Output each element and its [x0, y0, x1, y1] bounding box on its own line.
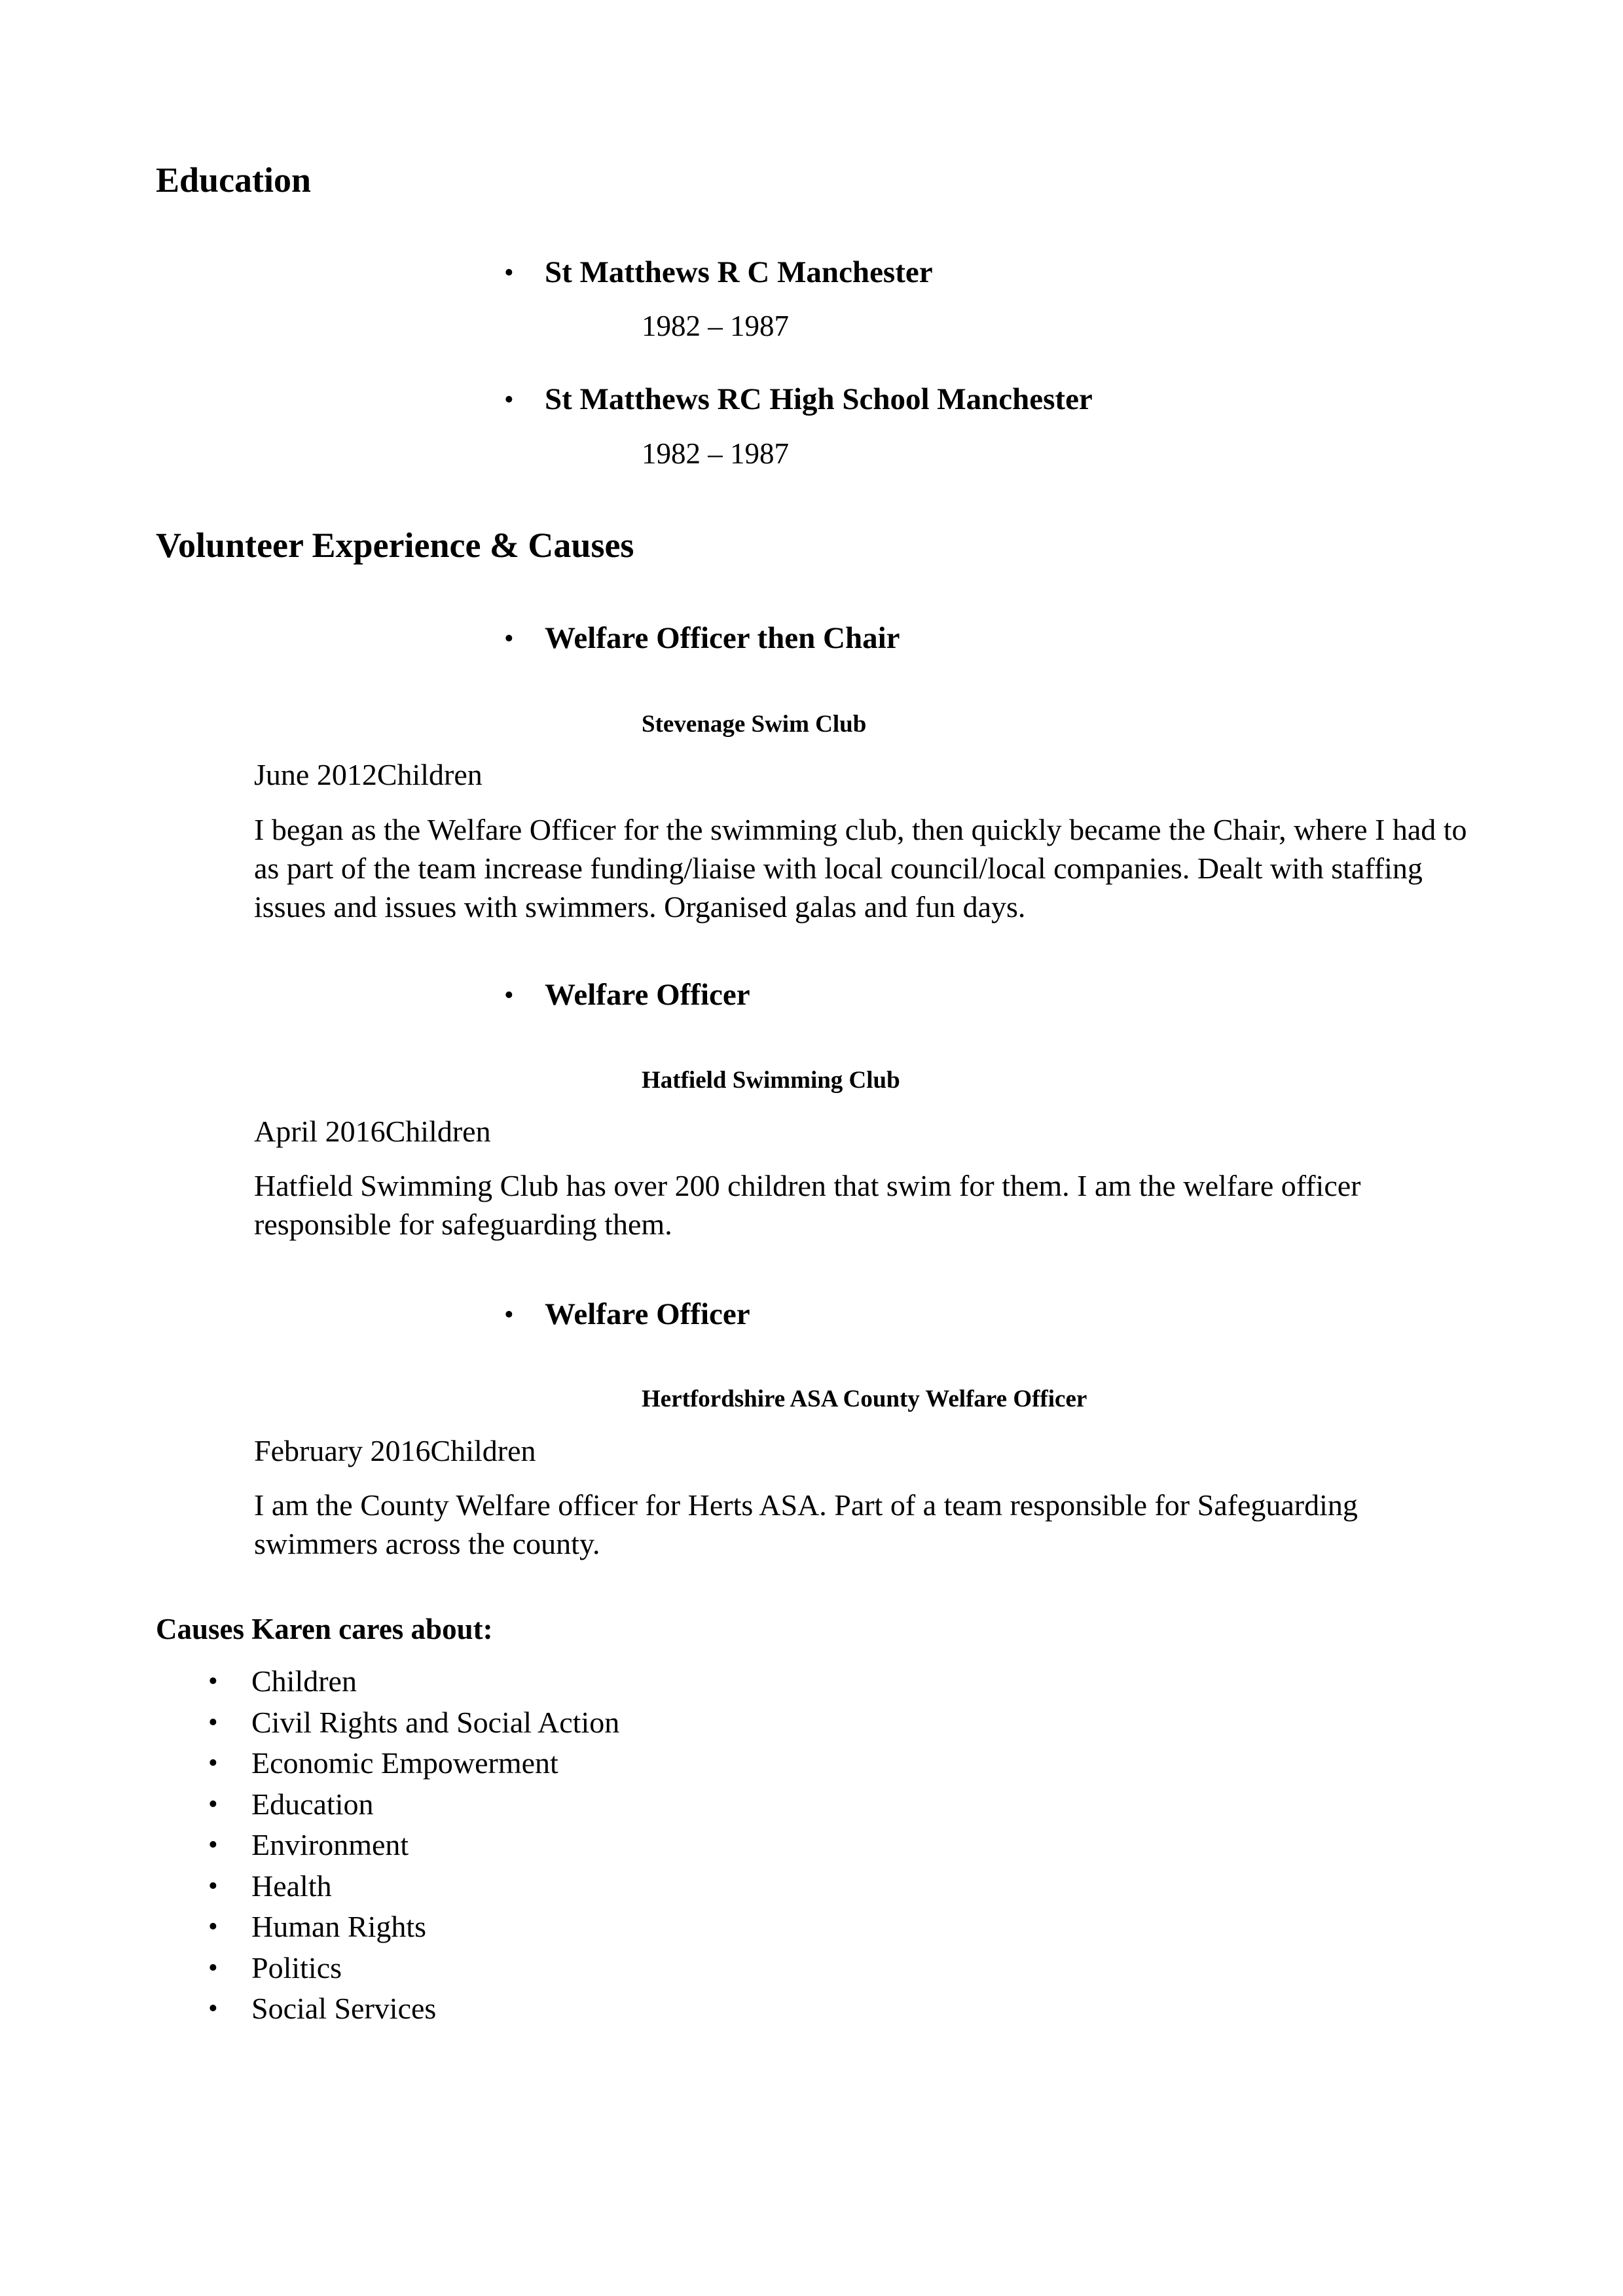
causes-list [208, 1661, 619, 2030]
bullet-icon: • [504, 385, 514, 415]
education-item-years: 1982 – 1987 [642, 310, 789, 342]
bullet-icon: • [504, 258, 514, 288]
list-item: • Children [208, 1661, 619, 1702]
bullet-icon: • [208, 1789, 218, 1820]
list-item: • Civil Rights and Social Action [208, 1702, 619, 1744]
volunteer-organization: Hatfield Swimming Club [642, 1067, 900, 1094]
bullet-icon: • [504, 1300, 514, 1330]
education-item-title: St Matthews R C Manchester [545, 255, 933, 289]
bullet-icon: • [208, 1748, 218, 1778]
bullet-icon: • [208, 1707, 218, 1738]
education-item-years: 1982 – 1987 [642, 437, 789, 470]
causes-heading: Causes Karen cares about: [156, 1613, 493, 1645]
bullet-icon: • [208, 1952, 218, 1983]
bullet-icon: • [208, 1912, 218, 1942]
bullet-icon: • [208, 1994, 218, 2024]
list-item: • Human Rights [208, 1907, 619, 1948]
volunteer-organization: Stevenage Swim Club [642, 711, 867, 738]
volunteer-role: Welfare Officer [545, 978, 750, 1012]
volunteer-description: I began as the Welfare Officer for the swimming club, then quickly became the Chair, where I had to as part of the team increase funding/liaise with local council/local companies. Dealt with staffing issues and issues with swimmers. Organised galas and fun days. [254, 813, 1467, 924]
volunteer-date-cause: April 2016Children [254, 1115, 491, 1148]
list-item: • Politics [208, 1948, 619, 1989]
volunteer-organization: Hertfordshire ASA County Welfare Officer [642, 1386, 1087, 1412]
bullet-icon: • [208, 1666, 218, 1696]
list-item: • Economic Empowerment [208, 1743, 619, 1784]
bullet-icon: • [208, 1830, 218, 1860]
education-item-title: St Matthews RC High School Manchester [545, 382, 1093, 416]
list-item: • Social Services [208, 1988, 619, 2030]
volunteer-description: Hatfield Swimming Club has over 200 children that swim for them. I am the welfare officer responsible for safeguarding them. [254, 1169, 1361, 1241]
volunteer-heading: Volunteer Experience & Causes [156, 526, 634, 565]
volunteer-role: Welfare Officer then Chair [545, 621, 900, 655]
list-item: • Health [208, 1866, 619, 1907]
list-item: • Environment [208, 1825, 619, 1866]
education-heading: Education [156, 160, 312, 200]
volunteer-date-cause: February 2016Children [254, 1434, 536, 1467]
bullet-icon: • [504, 624, 514, 654]
volunteer-description: I am the County Welfare officer for Herts ASA. Part of a team responsible for Safeguarding swimmers across the county. [254, 1488, 1358, 1560]
bullet-icon: • [504, 980, 514, 1011]
bullet-icon: • [208, 1871, 218, 1901]
volunteer-role: Welfare Officer [545, 1297, 750, 1331]
volunteer-date-cause: June 2012Children [254, 758, 483, 791]
list-item: • Education [208, 1784, 619, 1825]
